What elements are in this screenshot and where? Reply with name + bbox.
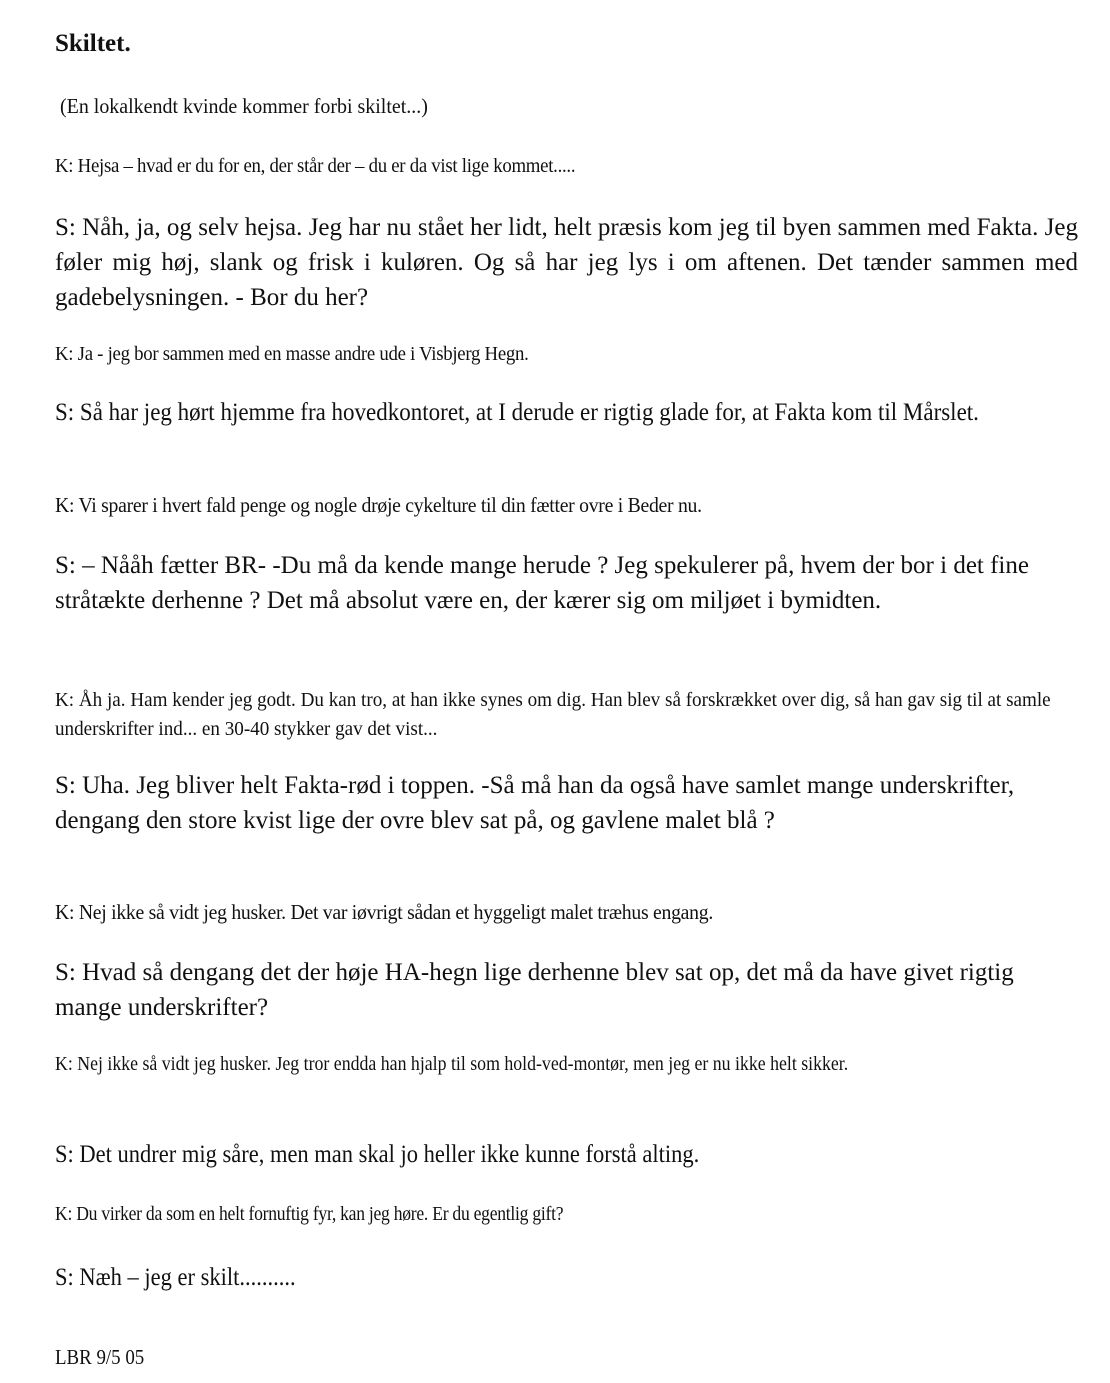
dialogue-line-s: S: Hvad så dengang det der høje HA-hegn lige derhenne blev sat op, det må da have givet rigtig mange underskrifter? [55,959,1014,1021]
stage-direction: (En lokalkendt kvinde kommer forbi skiltet...) [60,94,428,118]
dialogue-line-k: K: Vi sparer i hvert fald penge og nogle drøje cykelture til din fætter ovre i Beder nu. [55,493,702,517]
dialogue-line-k: K: Ja - jeg bor sammen med en masse andre ude i Visbjerg Hegn. [55,343,529,365]
dialogue-line-k: K: Nej ikke så vidt jeg husker. Det var iøvrigt sådan et hyggeligt malet træhus engang. [55,900,713,924]
dialogue-line-s: S: Det undrer mig såre, men man skal jo heller ikke kunne forstå alting. [55,1141,700,1168]
document-title: Skiltet. [55,30,131,57]
dialogue-line-s: S: – Nååh fætter BR- -Du må da kende mange herude ? Jeg spekulerer på, hvem der bor i det fine stråtækte derhenne ? Det må absolut være en, der kærer sig om miljøet i bymidten. [55,552,1029,614]
dialogue-line-k: K: Nej ikke så vidt jeg husker. Jeg tror endda han hjalp til som hold-ved-montør, men jeg er nu ikke helt sikker. [55,1053,849,1075]
dialogue-line-k: K: Du virker da som en helt fornuftig fyr, kan jeg høre. Er du egentlig gift? [55,1203,564,1225]
dialogue-line-k: K: Hejsa – hvad er du for en, der står der – du er da vist lige kommet..... [55,155,576,177]
dialogue-line-s: S: Så har jeg hørt hjemme fra hovedkontoret, at I derude er rigtig glade for, at Fakta kom til Mårslet. [55,399,979,426]
signature: LBR 9/5 05 [55,1345,145,1369]
dialogue-line-s: S: Næh – jeg er skilt.......... [55,1264,296,1291]
dialogue-line-s: S: Nåh, ja, og selv hejsa. Jeg har nu stået her lidt, helt præsis kom jeg til byen sammen med Fakta. Jeg føler mig høj, slank og frisk i kuløren. Og så har jeg lys i om aftenen. Det tænder sammen med gadebelysningen. - Bor du her? [55,214,1078,311]
dialogue-line-k: K: Åh ja. Ham kender jeg godt. Du kan tro, at han ikke synes om dig. Han blev så forskrækket over dig, så han gav sig til at samle underskrifter ind... en 30-40 stykker gav det vist... [55,689,1051,740]
dialogue-line-s: S: Uha. Jeg bliver helt Fakta-rød i toppen. -Så må han da også have samlet mange underskrifter, dengang den store kvist lige der ovre blev sat på, og gavlene malet blå ? [55,772,1015,834]
